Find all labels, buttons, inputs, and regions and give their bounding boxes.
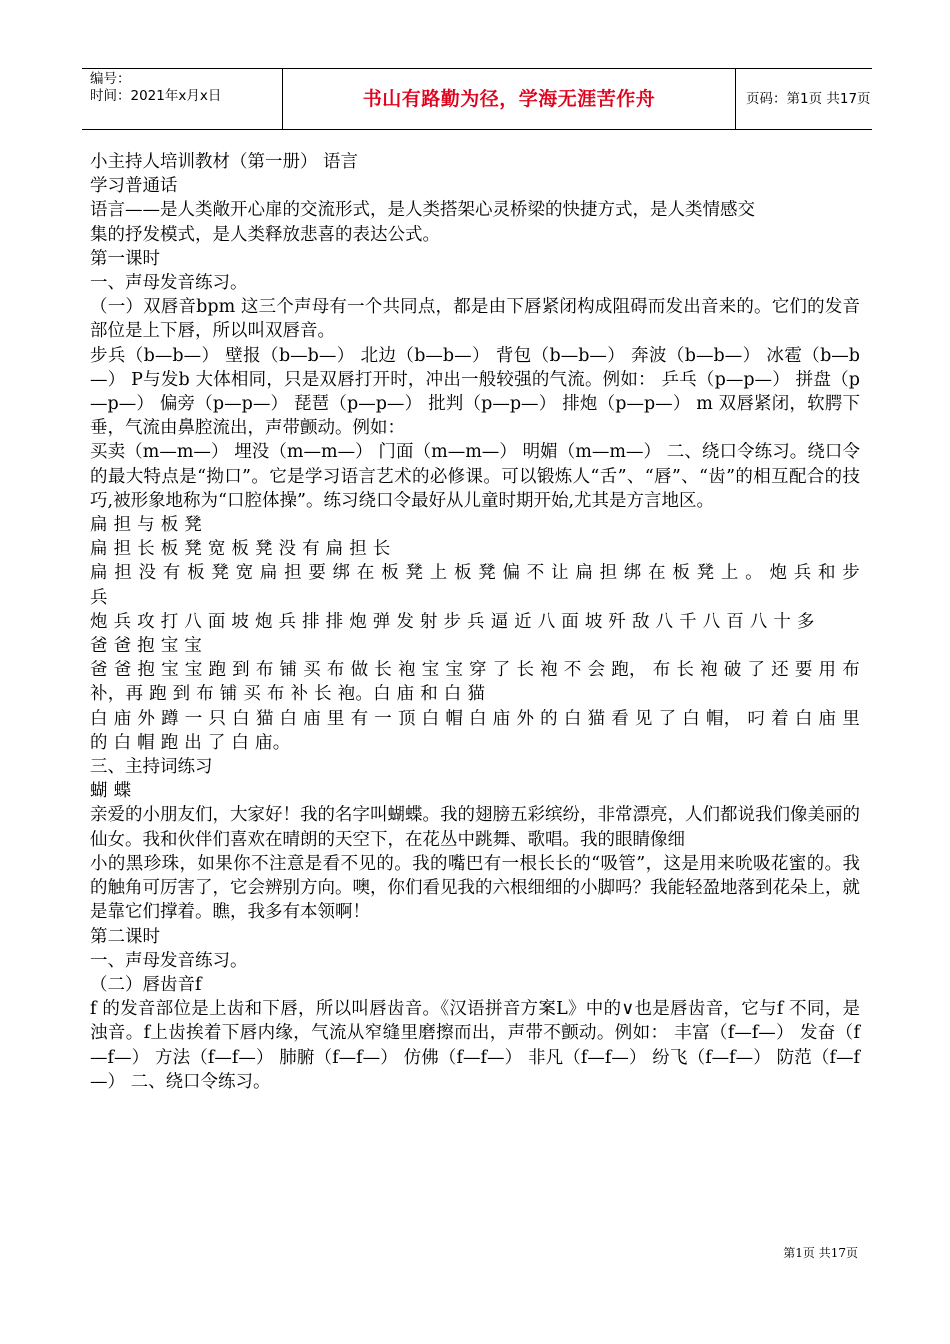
paragraph: （一）双唇音bpm 这三个声母有一个共同点，都是由下唇紧闭构成阻碍而发出音来的。它们的发音部位是上下唇，所以叫双唇音。 xyxy=(90,297,860,342)
tongue-twister-line: 扁 担 长 板 凳 宽 板 凳 没 有 扁 担 长 xyxy=(90,539,391,560)
document-time-label: 时间：2021年x月x日 xyxy=(90,88,222,104)
paragraph: 集的抒发模式，是人类释放悲喜的表达公式。 xyxy=(90,224,440,245)
paragraph: 小的黑珍珠，如果你不注意是看不见的。我的嘴巴有一根长长的“吸管”，这是用来吮吸花蜜的。我的触角可厉害了，它会辨别方向。噢，你们看见我的六根细细的小脚吗？我能轻盈地落到花朵上，就是靠它们撑着。瞧，我多有本领啊！ xyxy=(90,853,860,923)
paragraph: 语言——是人类敞开心扉的交流形式，是人类搭架心灵桥梁的快捷方式，是人类情感交 xyxy=(90,200,755,221)
header-meta xyxy=(82,69,282,129)
paragraph: 步兵（b—b—） 壁报（b—b—） 北边（b—b—） 背包（b—b—） 奔波（b—b—） 冰雹（b—b—） P与发b 大体相同，只是双唇打开时，冲出一般较强的气流。例如： 乒乓（p—p—） 拼盘（p—p—） 偏旁（p—p—） 琵琶（p—p—） 批判（p—p—） 排炮（p—p—） m 双唇紧闭，软腭下垂，气流由鼻腔流出，声带颤动。例如： xyxy=(90,345,860,439)
section-heading: 一、声母发音练习。 xyxy=(90,273,248,294)
section-heading: 三、主持词练习 xyxy=(90,757,213,778)
subsection-heading: （二）唇齿音f xyxy=(90,974,202,995)
document-title: 小主持人培训教材（第一册） 语言 xyxy=(90,152,359,172)
tongue-twister-line: 爸 爸 抱 宝 宝 跑 到 布 铺 买 布 做 长 袍 宝 宝 穿 了 长 袍 不 会 跑， 布 长 袍 破 了 还 要 用 布 补，再 跑 到 布 铺 买 布 补 长 袍。白 庙 和 白 猫 xyxy=(90,660,866,705)
tongue-twister-line: 扁 担 没 有 板 凳 宽 扁 担 要 绑 在 板 凳 上 板 凳 偏 不 让 扁 担 绑 在 板 凳 上 。 炮 兵 和 步 兵 xyxy=(90,563,866,608)
lesson-heading: 第二课时 xyxy=(90,926,160,947)
section-heading: 学习普通话 xyxy=(90,176,178,197)
tongue-twister-line: 白 庙 外 蹲 一 只 白 猫 白 庙 里 有 一 顶 白 帽 白 庙 外 的 白 猫 看 见 了 白 帽， 叼 着 白 庙 里 的 白 帽 跑 出 了 白 庙。 xyxy=(90,708,866,753)
page-footer: 第1页 共17页 xyxy=(783,1246,858,1260)
document-number-label: 编号： xyxy=(90,71,131,87)
header-motto: 书山有路勤为径，学海无涯苦作舟 xyxy=(282,69,736,129)
paragraph: 亲爱的小朋友们，大家好！我的名字叫蝴蝶。我的翅膀五彩缤纷，非常漂亮，人们都说我们像美丽的仙女。我和伙伴们喜欢在晴朗的天空下，在花丛中跳舞、歌唱。我的眼睛像细 xyxy=(90,805,860,850)
script-title: 蝴 蝶 xyxy=(90,781,132,802)
tongue-twister-title: 爸 爸 抱 宝 宝 xyxy=(90,636,203,657)
lesson-heading: 第一课时 xyxy=(90,248,160,269)
section-heading: 一、声母发音练习。 xyxy=(90,950,248,971)
header-page-number: 页码：第1页 共17页 xyxy=(746,91,871,107)
page-header xyxy=(82,68,872,130)
paragraph: f 的发音部位是上齿和下唇，所以叫唇齿音。《汉语拼音方案L》中的∨也是唇齿音，它与f 不同，是浊音。f上齿挨着下唇内缘，气流从窄缝里磨擦而出，声带不颤动。例如： 丰富（f—f—） 发奋（f—f—） 方法（f—f—） 肺腑（f—f—） 仿佛（f—f—） 非凡（f—f—） 纷飞（f—f—） 防范（f—f—） 二、绕口令练习。 xyxy=(90,999,860,1092)
document-body xyxy=(90,150,866,1094)
tongue-twister-line: 炮 兵 攻 打 八 面 坡 炮 兵 排 排 炮 弹 发 射 步 兵 逼 近 八 面 坡 歼 敌 八 千 八 百 八 十 多 xyxy=(90,611,815,632)
tongue-twister-title: 扁 担 与 板 凳 xyxy=(90,515,203,536)
paragraph: 买卖（m—m—） 埋没（m—m—） 门面（m—m—） 明媚（m—m—） 二、绕口令练习。绕口令的最大特点是“拗口”。它是学习语言艺术的必修课。可以锻炼人“舌”、“唇”、“齿”的相互配合的技巧,被形象地称为“口腔体操”。练习绕口令最好从儿童时期开始,尤其是方言地区。 xyxy=(90,442,860,511)
